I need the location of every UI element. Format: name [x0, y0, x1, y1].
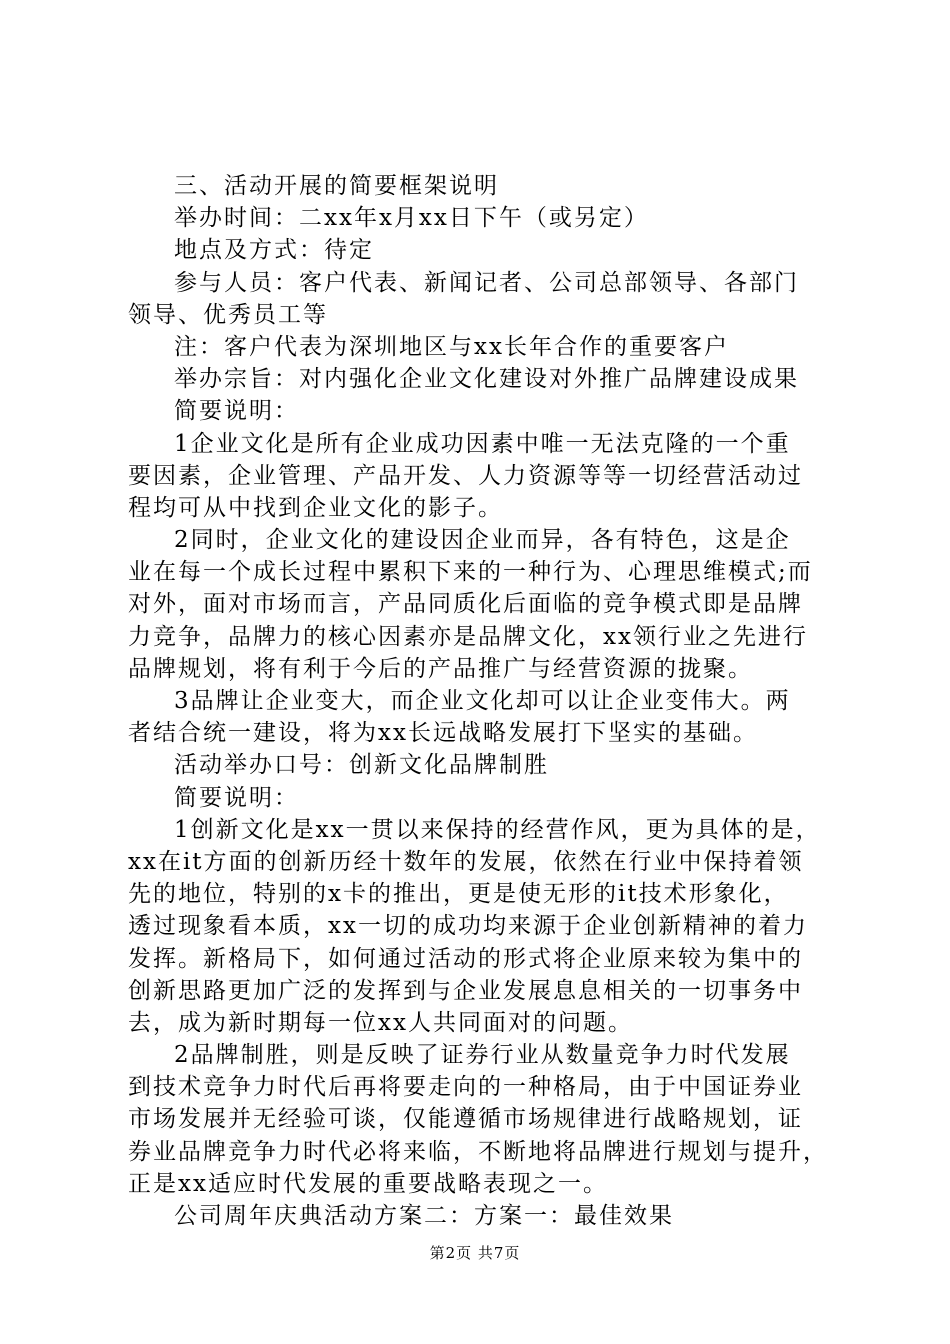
text-line: 公司周年庆典活动方案二：方案一：最佳效果 [174, 1203, 674, 1229]
text-line: 力竞争，品牌力的核心因素亦是品牌文化，xx领行业之先进行 [128, 623, 808, 650]
text-line: 发挥。新格局下，如何通过活动的形式将企业原来较为集中的 [128, 945, 803, 972]
page-footer: 第2页 共7页 [429, 1244, 521, 1262]
text-line: 要因素，企业管理、产品开发、人力资源等等一切经营活动过 [128, 462, 803, 489]
text-line: 3品牌让企业变大，而企业文化却可以让企业变伟大。两 [174, 688, 791, 714]
text-line: xx在it方面的创新历经十数年的发展，依然在行业中保持着领 [128, 848, 804, 875]
text-line: 程均可从中找到企业文化的影子。 [128, 494, 503, 521]
text-line: 1企业文化是所有企业成功因素中唯一无法克隆的一个重 [174, 430, 791, 457]
text-line: 三、活动开展的简要框架说明 [174, 173, 499, 199]
text-line: 品牌规划，将有利于今后的产品推广与经营资源的拢聚。 [128, 655, 753, 682]
text-line: 2品牌制胜，则是反映了证券行业从数量竞争力时代发展 [174, 1042, 791, 1069]
text-line: 到技术竞争力时代后再将要走向的一种格局，由于中国证券业 [128, 1074, 803, 1101]
text-line: 市场发展并无经验可谈，仅能遵循市场规律进行战略规划，证 [128, 1106, 803, 1133]
text-line: 对外，面对市场而言，产品同质化后面临的竞争模式即是品牌 [128, 591, 803, 618]
text-line: 简要说明： [174, 398, 299, 425]
text-line: 券业品牌竞争力时代必将来临，不断地将品牌进行规划与提升， [128, 1138, 828, 1165]
document-body [128, 170, 833, 1232]
text-line: 透过现象看本质，xx一切的成功均来源于企业创新精神的着力 [128, 913, 808, 940]
text-line: 领导、优秀员工等 [128, 301, 328, 328]
text-line: 2同时，企业文化的建设因企业而异，各有特色，这是企 [174, 527, 791, 554]
text-line: 举办宗旨：对内强化企业文化建设对外推广品牌建设成果 [174, 366, 799, 393]
text-line: 1创新文化是xx一贯以来保持的经营作风，更为具体的是， [174, 816, 821, 843]
text-line: 地点及方式：待定 [174, 237, 374, 264]
text-line: 先的地位，特别的x卡的推出，更是使无形的it技术形象化， [128, 881, 789, 908]
text-line: 去，成为新时期每一位xx人共同面对的问题。 [128, 1009, 633, 1036]
text-line: 注：客户代表为深圳地区与xx长年合作的重要客户 [174, 333, 729, 360]
text-line: 创新思路更加广泛的发挥到与企业发展息息相关的一切事务中 [128, 977, 803, 1004]
text-line: 正是xx适应时代发展的重要战略表现之一。 [128, 1170, 608, 1197]
text-line: 参与人员：客户代表、新闻记者、公司总部领导、各部门 [174, 269, 799, 296]
text-line: 者结合统一建设，将为xx长远战略发展打下坚实的基础。 [128, 720, 758, 747]
text-line: 简要说明： [174, 784, 299, 811]
text-line: 活动举办口号：创新文化品牌制胜 [174, 752, 549, 779]
text-line: 举办时间：二xx年x月xx日下午（或另定） [174, 205, 649, 232]
text-line: 业在每一个成长过程中累积下来的一种行为、心理思维模式;而 [128, 559, 813, 586]
